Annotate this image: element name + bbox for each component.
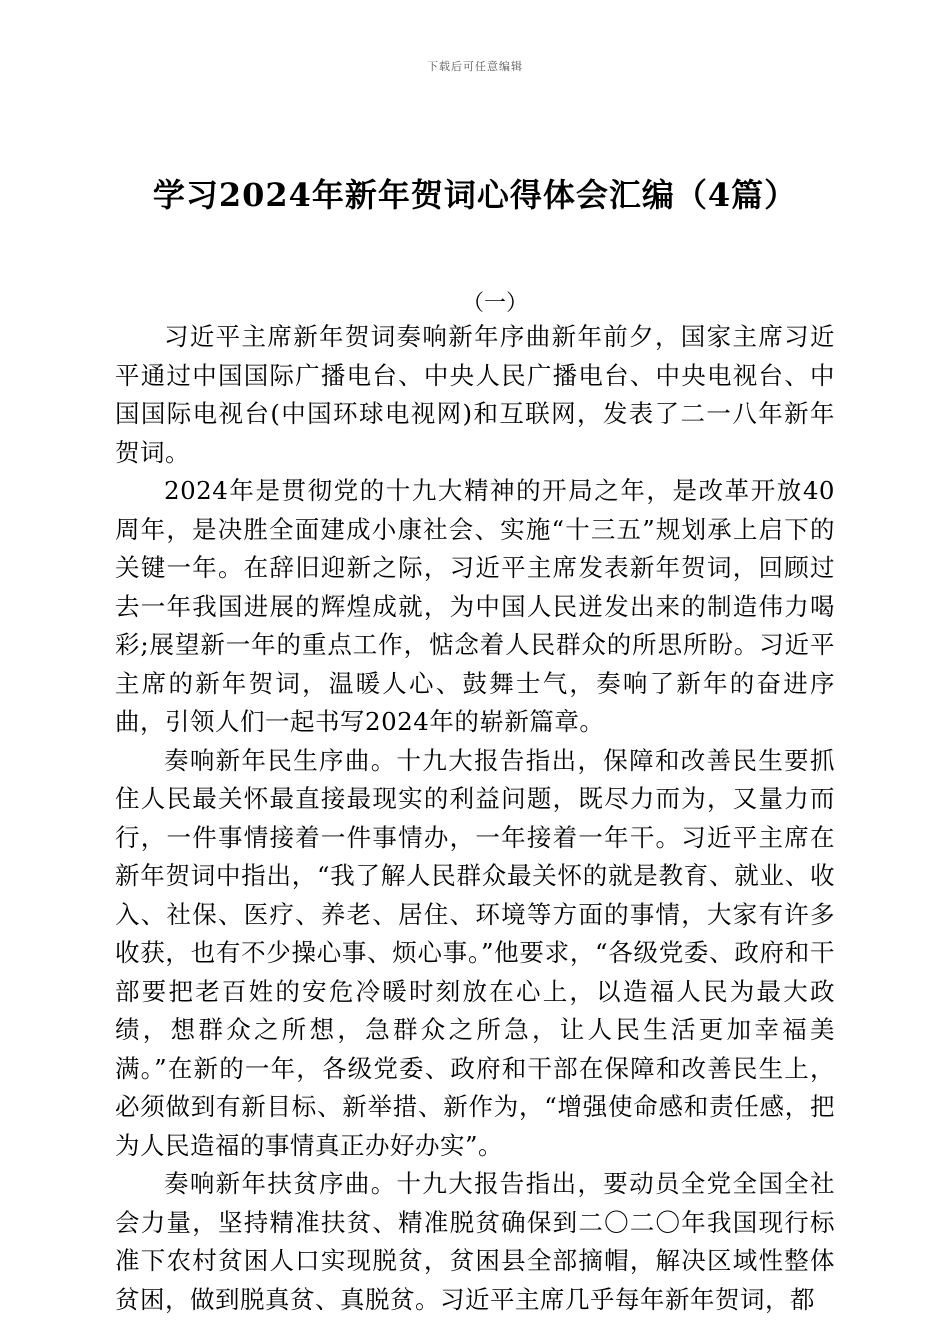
paragraph: 奏响新年民生序曲。十九大报告指出，保障和改善民生要抓住人民最关怀最直接最现实的利益问题，既尽力而为，又量力而行，一件事情接着一件事情办，一年接着一年干。习近平主席在新年贺词中指出，“我了解人民群众最关怀的就是教育、就业、收入、社保、医疗、养老、居住、环境等方面的事情，大家有许多收获，也有不少操心事、烦心事。”他要求，“各级党委、政府和干部要把老百姓的安危冷暖时刻放在心上，以造福人民为最大政绩，想群众之所想，急群众之所急，让人民生活更加幸福美满。”在新的一年，各级党委、政府和干部在保障和改善民生上，必须做到有新目标、新举措、新作为，“增强使命感和责任感，把为人民造福的事情真正办好办实”。	[115, 745, 835, 1160]
section-marker: （一）	[461, 291, 528, 316]
paragraph: 2024年是贯彻党的十九大精神的开局之年，是改革开放40周年，是决胜全面建成小康社会、实施“十三五”规划承上启下的关键一年。在辞旧迎新之际，习近平主席发表新年贺词，回顾过去一年我国进展的辉煌成就，为中国人民迸发出来的制造伟力喝彩;展望新一年的重点工作，惦念着人民群众的所思所盼。习近平主席的新年贺词，温暖人心、鼓舞士气，奏响了新年的奋进序曲，引领人们一起书写2024年的崭新篇章。	[115, 476, 835, 736]
paragraph: 习近平主席新年贺词奏响新年序曲新年前夕，国家主席习近平通过中国国际广播电台、中央人民广播电台、中央电视台、中国国际电视台(中国环球电视网)和互联网，发表了二一八年新年贺词。	[115, 322, 835, 467]
paragraph: 奏响新年扶贫序曲。十九大报告指出，要动员全党全国全社会力量，坚持精准扶贫、精准脱贫确保到二〇二〇年我国现行标准下农村贫困人口实现脱贫，贫困县全部摘帽，解决区域性整体贫困，做到脱真贫、真脱贫。习近平主席几乎每年新年贺词，都	[115, 1169, 835, 1314]
document-title: 学习2024年新年贺词心得体会汇编（4篇）	[152, 176, 798, 214]
document-body	[115, 318, 835, 1319]
header-note: 下载后可任意编辑	[427, 60, 523, 73]
